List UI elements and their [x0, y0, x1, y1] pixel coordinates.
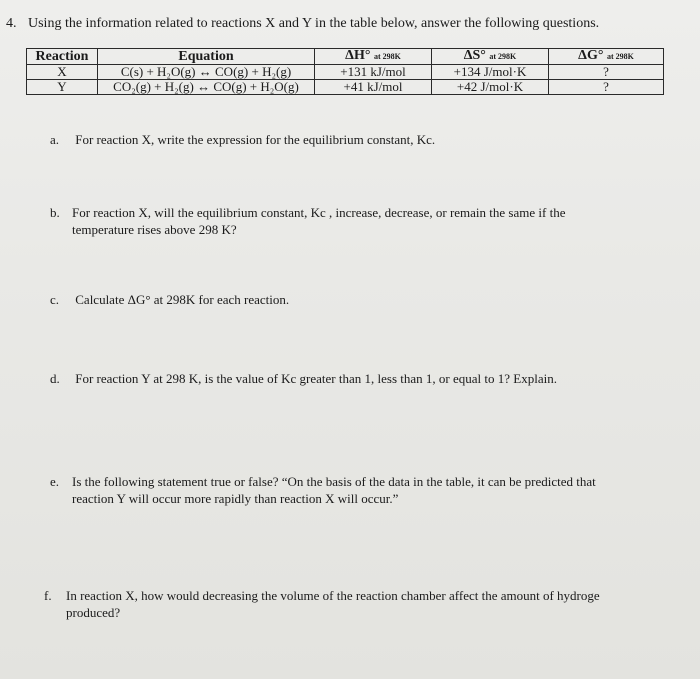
part-f-label: f.	[44, 588, 52, 603]
header-dg-symbol: ΔG°	[578, 48, 604, 63]
header-reaction: Reaction	[27, 49, 98, 65]
part-c-text: Calculate ΔG° at 298K for each reaction.	[75, 292, 290, 307]
part-d	[50, 370, 557, 387]
part-d-label: d.	[50, 371, 60, 386]
row-x-equation: C(s) + H₂O(g) ↔ CO(g) + H₂(g)	[98, 65, 315, 80]
header-dg	[549, 49, 664, 65]
header-equation: Equation	[98, 49, 315, 65]
header-dh-symbol: ΔH°	[345, 48, 371, 63]
row-x-dg: ?	[549, 65, 664, 80]
header-dh	[315, 49, 432, 65]
question-text: Using the information related to reactions X and Y in the table below, answer the following questions.	[28, 16, 600, 31]
header-ds-sub: at 298K	[489, 52, 517, 61]
row-y-equation: CO₂(g) + H₂(g) ↔ CO(g) + H₂O(g)	[98, 80, 315, 95]
header-ds	[432, 49, 549, 65]
part-f-line2: produced?	[66, 605, 121, 620]
part-e-line1: Is the following statement true or false? “On the basis of the data in the table, it can be predicted that	[72, 474, 596, 489]
table-row	[27, 80, 664, 95]
reaction-table	[26, 48, 664, 95]
part-f-line1: In reaction X, how would decreasing the volume of the reaction chamber affect the amount of hydroge	[66, 588, 600, 603]
row-x-dh: +131 kJ/mol	[315, 65, 432, 80]
part-a	[50, 131, 435, 148]
row-y-reaction: Y	[27, 80, 98, 95]
part-a-label: a.	[50, 132, 60, 147]
part-e	[50, 473, 596, 507]
part-e-label: e.	[50, 474, 60, 489]
table-row	[27, 65, 664, 80]
header-dh-sub: at 298K	[373, 52, 401, 61]
header-ds-symbol: ΔS°	[463, 48, 486, 63]
row-y-dg: ?	[549, 80, 664, 95]
part-d-text: For reaction Y at 298 K, is the value of Kc greater than 1, less than 1, or equal to 1? Explain.	[75, 371, 557, 386]
row-y-dh: +41 kJ/mol	[315, 80, 432, 95]
table-header-row	[27, 49, 664, 65]
row-y-ds: +42 J/mol·K	[432, 80, 549, 95]
part-a-text: For reaction X, write the expression for the equilibrium constant, Kc.	[75, 132, 436, 147]
part-b-label: b.	[50, 205, 60, 220]
part-b-line2: temperature rises above 298 K?	[72, 222, 237, 237]
part-b	[50, 204, 565, 238]
row-x-reaction: X	[27, 65, 98, 80]
part-c-label: c.	[50, 292, 60, 307]
question-header	[6, 16, 599, 32]
part-b-line1: For reaction X, will the equilibrium constant, Kc , increase, decrease, or remain the same if the	[72, 205, 566, 220]
header-dg-sub: at 298K	[606, 52, 634, 61]
part-c	[50, 291, 289, 308]
part-f	[44, 587, 600, 621]
row-x-ds: +134 J/mol·K	[432, 65, 549, 80]
part-e-line2: reaction Y will occur more rapidly than reaction X will occur.”	[72, 491, 399, 506]
question-number: 4.	[6, 16, 17, 31]
